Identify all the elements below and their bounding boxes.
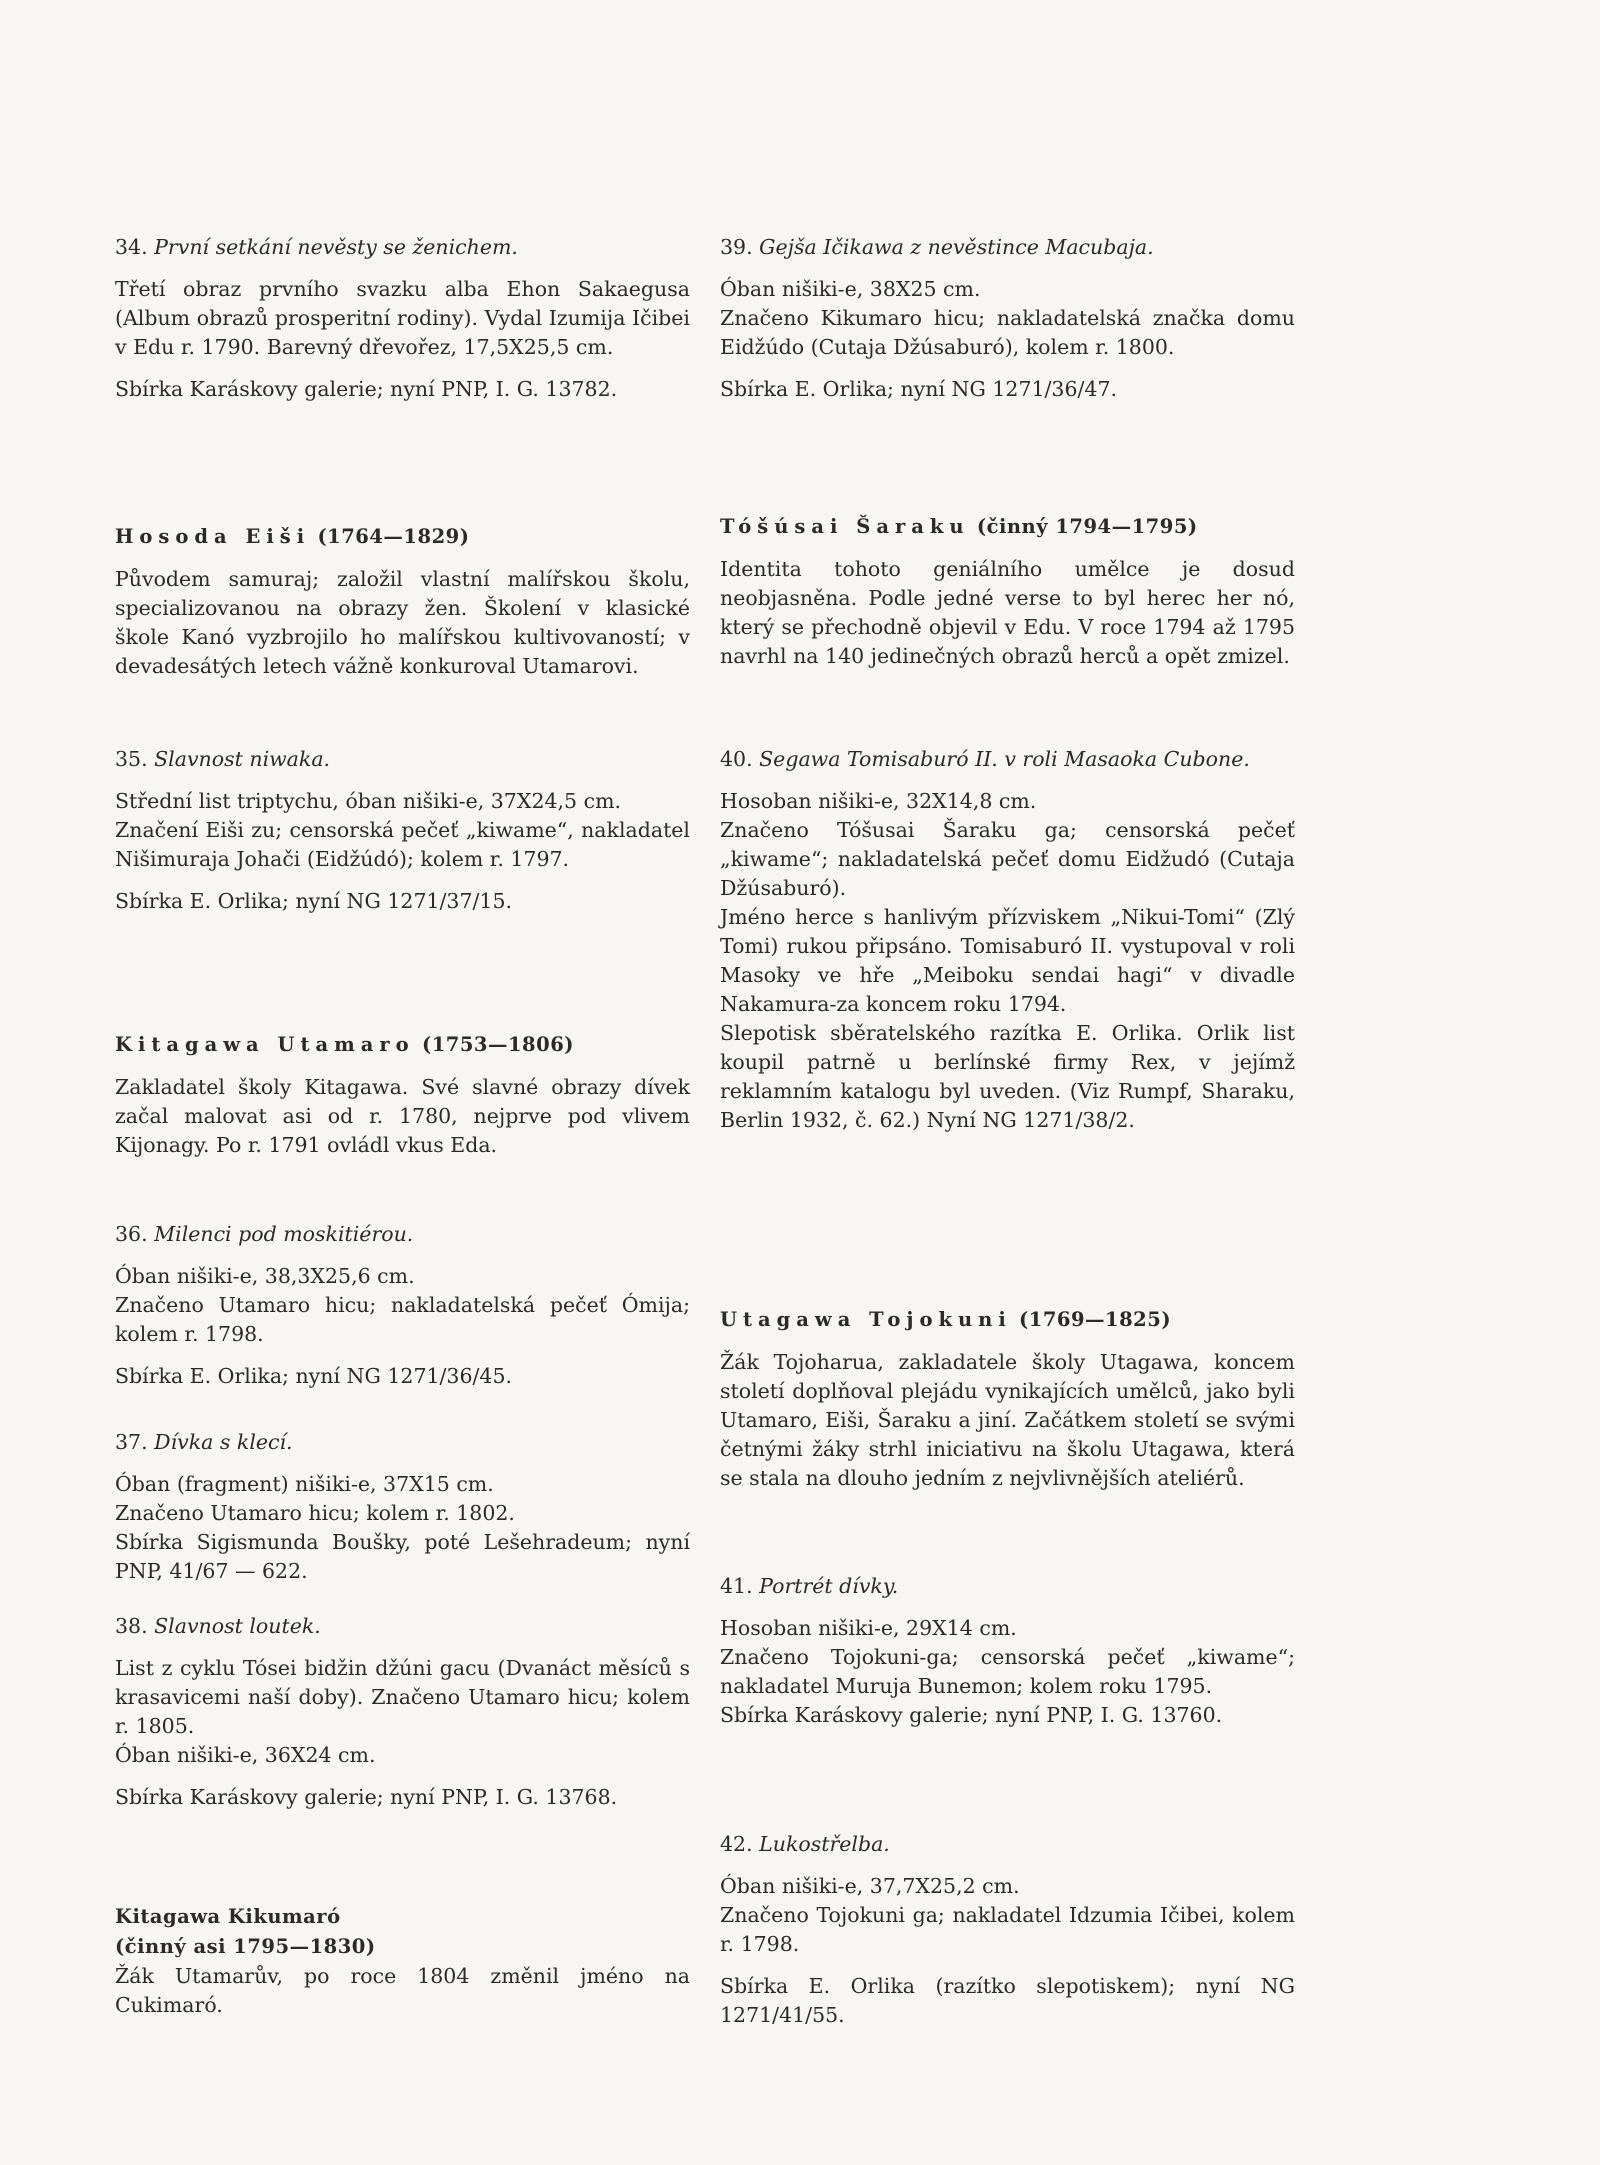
entry-title: První setkání nevěsty se ženichem.	[154, 235, 518, 259]
entry-collection: Sbírka Karáskovy galerie; nyní PNP, I. G. 13760.	[720, 1703, 1223, 1727]
entry-description: Óban nišiki-e, 38X25 cm.	[720, 277, 981, 301]
entry-description: Óban (fragment) nišiki-e, 37X15 cm.	[115, 1472, 494, 1496]
entry-signature: Značení Eiši zu; censorská pečeť „kiwame“, nakladatel Nišimuraja Johači (Eidžúdó); kolem r. 1797.	[115, 818, 690, 871]
entry-description: Óban nišiki-e, 38,3X25,6 cm.	[115, 1264, 415, 1288]
entry-description: Třetí obraz prvního svazku alba Ehon Sakaegusa (Album obrazů prosperitní rodiny). Vydal Izumija Ičibei v Edu r. 1790. Barevný dřevořez, 17,5X25,5 cm.	[115, 277, 690, 359]
artist-heading: Kitagawa Kikumaró	[115, 1905, 341, 1928]
entry-description: List z cyklu Tósei bidžin džúni gacu (Dvanáct měsíců s krasavicemi naší doby). Značeno Utamaro hicu; kolem r. 1805.	[115, 1656, 690, 1738]
entry-signature: Značeno Tojokuni ga; nakladatel Idzumia Ičibei, kolem r. 1798.	[720, 1903, 1295, 1956]
entry-heading: 41. Portrét dívky.	[720, 1574, 899, 1598]
entry-collection: Sbírka E. Orlika (razítko slepotiskem); nyní NG 1271/41/55.	[720, 1974, 1295, 2027]
artist-heading: Utagawa Tojokuni (1769—1825)	[720, 1308, 1172, 1331]
entry-title: Portrét dívky.	[759, 1574, 899, 1598]
entry-heading: 35. Slavnost niwaka.	[115, 747, 331, 771]
catalog-entry-40	[720, 745, 1295, 1135]
entry-signature: Značeno Tojokuni-ga; censorská pečeť „kiwame“; nakladatel Muruja Bunemon; kolem roku 1795.	[720, 1645, 1295, 1698]
catalog-entry-38	[115, 1612, 690, 1812]
entry-collection: Sbírka Karáskovy galerie; nyní PNP, I. G. 13782.	[115, 377, 618, 401]
entry-description: Óban nišiki-e, 37,7X25,2 cm.	[720, 1874, 1020, 1898]
entry-title: Segawa Tomisaburó II. v roli Masaoka Cubone.	[759, 747, 1250, 771]
entry-description: Střední list triptychu, óban nišiki-e, 37X24,5 cm.	[115, 789, 622, 813]
entry-signature: Značeno Utamaro hicu; kolem r. 1802.	[115, 1501, 515, 1525]
entry-collection: Sbírka E. Orlika; nyní NG 1271/37/15.	[115, 889, 513, 913]
artist-bio: Žák Tojoharua, zakladatele školy Utagawa, koncem století doplňoval plejádu vynikajících umělců, jako byli Utamaro, Eiši, Šaraku a jiní. Začátkem století se svými četnými žáky strhl iniciativu na školu Utagawa, která se stala na dlouho jedním z nejvlivnějších ateliérů.	[720, 1350, 1295, 1490]
entry-provenance-note: Slepotisk sběratelského razítka E. Orlika. Orlik list koupil patrně u berlínské firmy Rex, v jejímž reklamním katalogu byl uveden. (Viz Rumpf, Sharaku, Berlin 1932, č. 62.) Nyní NG 1271/38/2.	[720, 1021, 1295, 1132]
artist-bio: Žák Utamarův, po roce 1804 změnil jméno na Cukimaró.	[115, 1964, 690, 2017]
catalog-entry-35	[115, 745, 690, 916]
entry-title: Dívka s klecí.	[154, 1430, 293, 1454]
entry-heading: 39. Gejša Ičikawa z nevěstince Macubaja.	[720, 235, 1154, 259]
artist-kitagawa-utamaro	[115, 1030, 690, 1160]
artist-bio: Zakladatel školy Kitagawa. Své slavné obrazy dívek začal malovat asi od r. 1780, nejprve pod vlivem Kijonagy. Po r. 1791 ovládl vkus Eda.	[115, 1075, 690, 1157]
entry-title: Slavnost loutek.	[154, 1614, 321, 1638]
artist-utagawa-toyokuni	[720, 1305, 1295, 1493]
entry-heading: 36. Milenci pod moskitiérou.	[115, 1222, 414, 1246]
entry-heading: 38. Slavnost loutek.	[115, 1614, 321, 1638]
entry-title: Milenci pod moskitiérou.	[154, 1222, 414, 1246]
entry-heading: 42. Lukostřelba.	[720, 1832, 890, 1856]
catalog-entry-34	[115, 233, 690, 404]
entry-heading: 37. Dívka s klecí.	[115, 1430, 293, 1454]
artist-heading: Hosoda Eiši (1764—1829)	[115, 525, 470, 548]
entry-size: Óban nišiki-e, 36X24 cm.	[115, 1743, 376, 1767]
entry-description: Hosoban nišiki-e, 29X14 cm.	[720, 1616, 1017, 1640]
entry-signature: Značeno Kikumaro hicu; nakladatelská značka domu Eidžúdo (Cutaja Džúsaburó), kolem r. 1800.	[720, 306, 1295, 359]
entry-actor-note: Jméno herce s hanlivým přízviskem „Nikui-Tomi“ (Zlý Tomi) rukou připsáno. Tomisaburó II. vystupoval v roli Masoky ve hře „Meiboku sendai hagi“ v divadle Nakamura-za koncem roku 1794.	[720, 905, 1295, 1016]
artist-kitagawa-kikumaro	[115, 1902, 690, 2020]
catalog-entry-41	[720, 1572, 1295, 1730]
entry-title: Gejša Ičikawa z nevěstince Macubaja.	[759, 235, 1154, 259]
catalog-entry-37	[115, 1428, 690, 1586]
entry-collection: Sbírka Sigismunda Boušky, poté Lešehradeum; nyní PNP, 41/67 — 622.	[115, 1530, 690, 1583]
catalog-entry-39	[720, 233, 1295, 404]
catalog-entry-42	[720, 1830, 1295, 2030]
artist-toshusai-sharaku	[720, 512, 1295, 671]
artist-bio: Identita tohoto geniálního umělce je dosud neobjasněna. Podle jedné verse to byl herec her nó, který se přechodně objevil v Edu. V roce 1794 až 1795 navrhl na 140 jedinečných obrazů herců a opět zmizel.	[720, 557, 1295, 668]
entry-description: Hosoban nišiki-e, 32X14,8 cm.	[720, 789, 1037, 813]
entry-collection: Sbírka Karáskovy galerie; nyní PNP, I. G. 13768.	[115, 1785, 618, 1809]
artist-heading: Kitagawa Utamaro (1753—1806)	[115, 1033, 574, 1056]
artist-heading: Tóšúsai Šaraku (činný 1794—1795)	[720, 515, 1198, 538]
entry-collection: Sbírka E. Orlika; nyní NG 1271/36/47.	[720, 377, 1118, 401]
artist-hosoda-eishi	[115, 522, 690, 681]
artist-bio: Původem samuraj; založil vlastní malířskou školu, specializovanou na obrazy žen. Školení v klasické škole Kanó vyzbrojilo ho malířskou kultivovaností; v devadesátých letech vážně konkuroval Utamarovi.	[115, 567, 690, 678]
entry-signature: Značeno Utamaro hicu; nakladatelská pečeť Ómija; kolem r. 1798.	[115, 1293, 690, 1346]
entry-title: Lukostřelba.	[759, 1832, 890, 1856]
entry-signature: Značeno Tóšusai Šaraku ga; censorská pečeť „kiwame“; nakladatelská pečeť domu Eidžudó (Cutaja Džúsaburó).	[720, 818, 1295, 900]
entry-heading: 40. Segawa Tomisaburó II. v roli Masaoka Cubone.	[720, 747, 1250, 771]
catalog-entry-36	[115, 1220, 690, 1391]
artist-dates: (činný asi 1795—1830)	[115, 1935, 376, 1958]
entry-collection: Sbírka E. Orlika; nyní NG 1271/36/45.	[115, 1364, 513, 1388]
entry-heading: 34. První setkání nevěsty se ženichem.	[115, 235, 518, 259]
entry-title: Slavnost niwaka.	[154, 747, 331, 771]
